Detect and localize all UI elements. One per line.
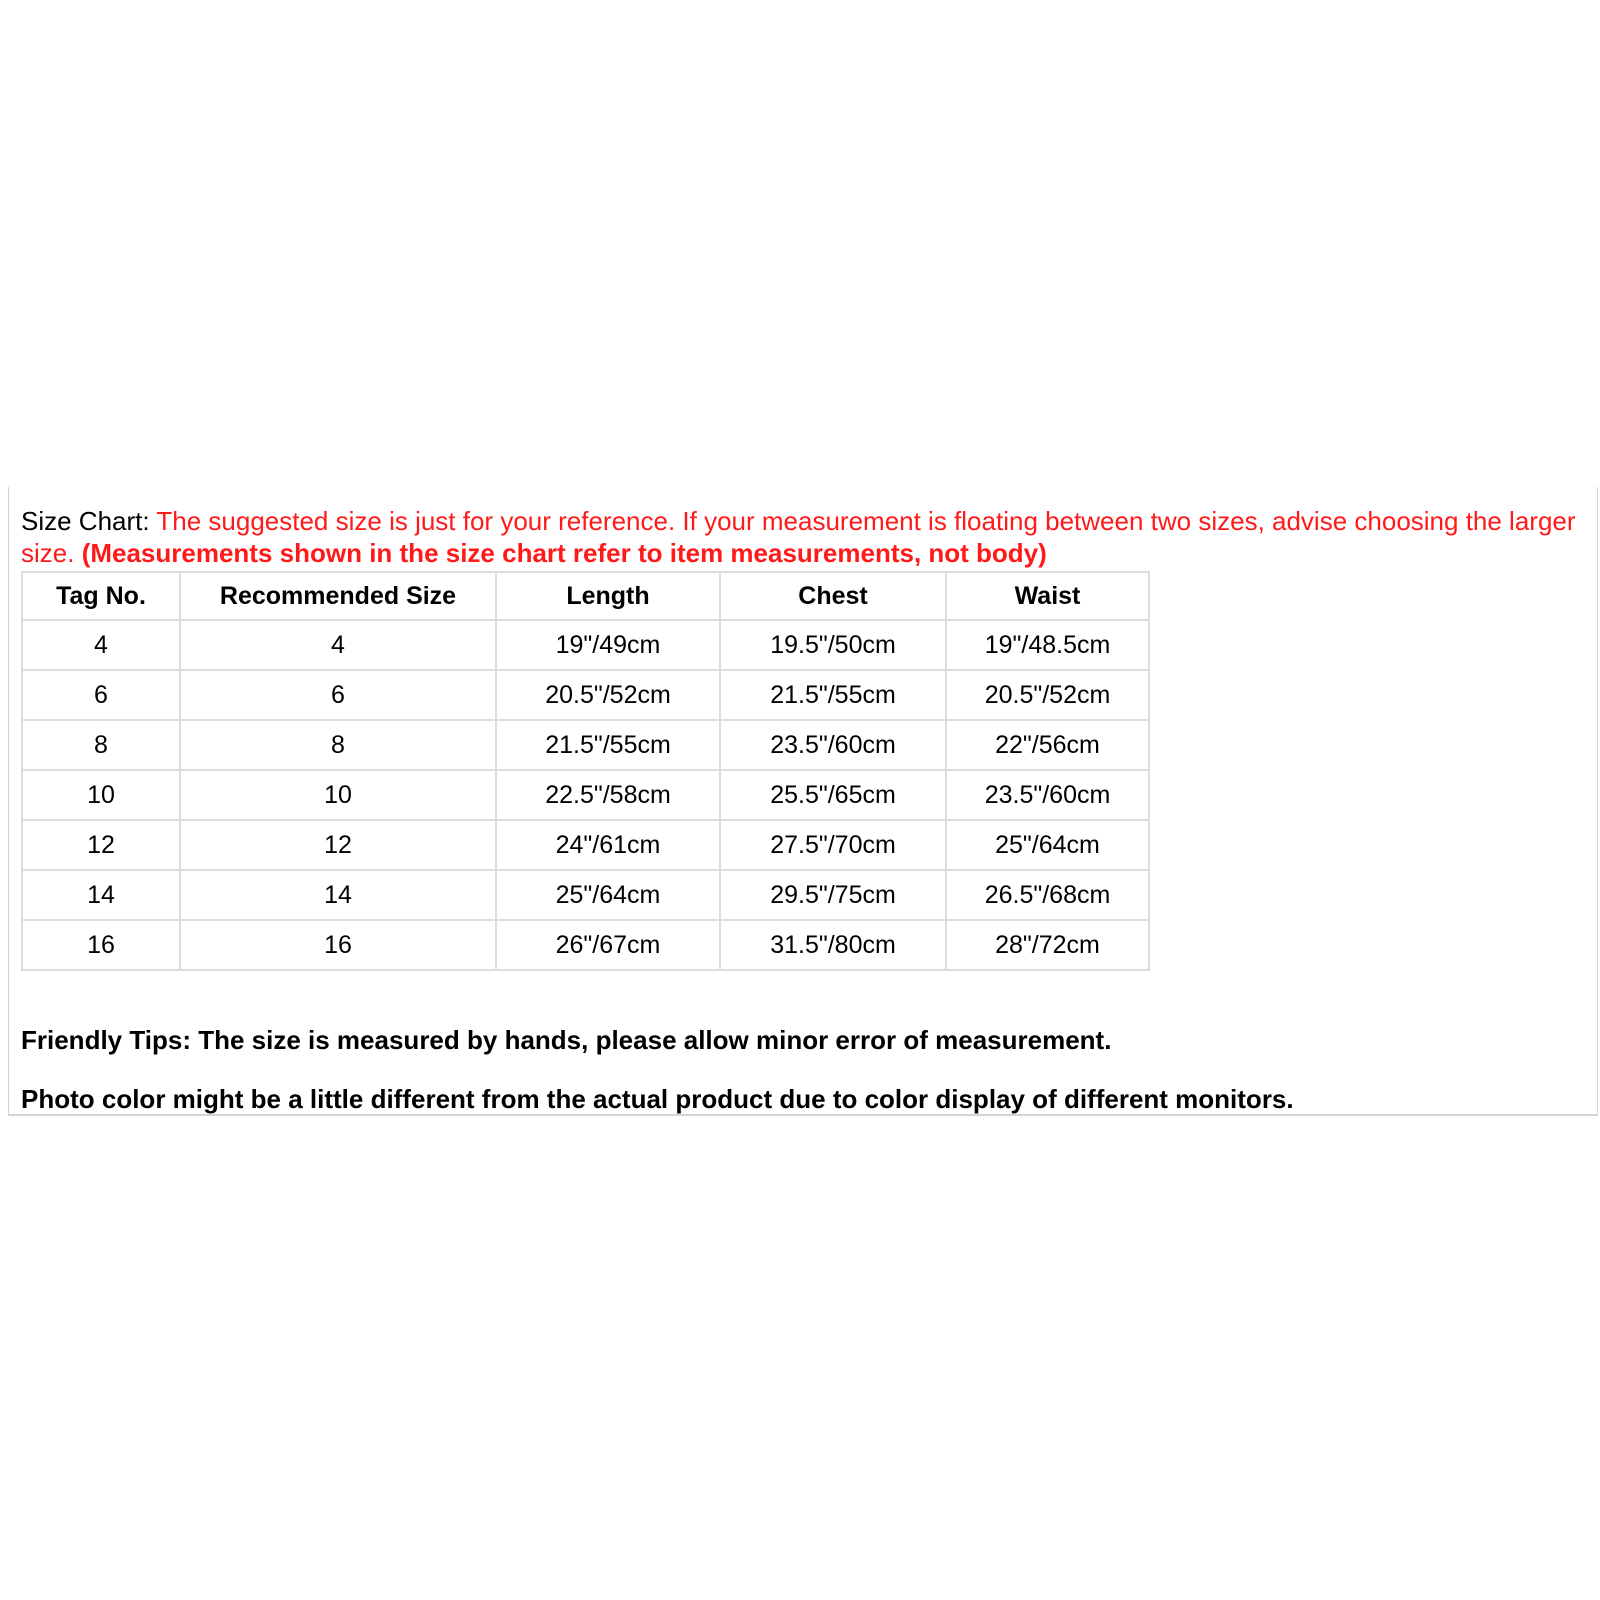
header-recommended-size: Recommended Size: [180, 572, 496, 620]
friendly-tip: Friendly Tips: The size is measured by hands, please allow minor error of measurement.: [21, 1025, 1112, 1055]
cell-chest: 27.5"/70cm: [720, 820, 946, 870]
cell-chest: 19.5"/50cm: [720, 620, 946, 670]
cell-recommended-size: 4: [180, 620, 496, 670]
cell-recommended-size: 10: [180, 770, 496, 820]
table-header-row: [22, 572, 1149, 620]
photo-color-tip: Photo color might be a little different from the actual product due to color display of different monitors.: [21, 1084, 1294, 1114]
table-row: [22, 770, 1149, 820]
cell-recommended-size: 16: [180, 920, 496, 970]
cell-chest: 23.5"/60cm: [720, 720, 946, 770]
cell-chest: 25.5"/65cm: [720, 770, 946, 820]
cell-length: 24"/61cm: [496, 820, 720, 870]
table-row: [22, 720, 1149, 770]
cell-length: 20.5"/52cm: [496, 670, 720, 720]
size-chart-intro: [21, 505, 1581, 569]
cell-recommended-size: 14: [180, 870, 496, 920]
cell-waist: 19"/48.5cm: [946, 620, 1149, 670]
cell-tag-no: 14: [22, 870, 180, 920]
cell-tag-no: 8: [22, 720, 180, 770]
cell-waist: 26.5"/68cm: [946, 870, 1149, 920]
measurement-note: (Measurements shown in the size chart refer to item measurements, not body): [81, 538, 1047, 568]
cell-tag-no: 10: [22, 770, 180, 820]
header-tag-no: Tag No.: [22, 572, 180, 620]
cell-tag-no: 16: [22, 920, 180, 970]
size-chart-panel: [8, 487, 1598, 1116]
cell-waist: 20.5"/52cm: [946, 670, 1149, 720]
table-row: [22, 620, 1149, 670]
size-table: [21, 571, 1150, 971]
cell-tag-no: 4: [22, 620, 180, 670]
cell-waist: 25"/64cm: [946, 820, 1149, 870]
size-reference-note: The suggested size is just for your reference. If your measurement is floating between two sizes, advise choosing the larger size.: [21, 506, 1576, 568]
cell-recommended-size: 12: [180, 820, 496, 870]
table-row: [22, 820, 1149, 870]
cell-waist: 23.5"/60cm: [946, 770, 1149, 820]
table-row: [22, 670, 1149, 720]
table-row: [22, 920, 1149, 970]
cell-chest: 21.5"/55cm: [720, 670, 946, 720]
cell-chest: 31.5"/80cm: [720, 920, 946, 970]
size-chart-label: Size Chart: [21, 506, 143, 536]
cell-recommended-size: 8: [180, 720, 496, 770]
cell-length: 22.5"/58cm: [496, 770, 720, 820]
cell-chest: 29.5"/75cm: [720, 870, 946, 920]
header-waist: Waist: [946, 572, 1149, 620]
cell-recommended-size: 6: [180, 670, 496, 720]
cell-length: 26"/67cm: [496, 920, 720, 970]
cell-length: 21.5"/55cm: [496, 720, 720, 770]
cell-waist: 28"/72cm: [946, 920, 1149, 970]
header-length: Length: [496, 572, 720, 620]
cell-length: 19"/49cm: [496, 620, 720, 670]
cell-length: 25"/64cm: [496, 870, 720, 920]
header-chest: Chest: [720, 572, 946, 620]
size-chart-separator: :: [142, 506, 157, 536]
table-row: [22, 870, 1149, 920]
cell-tag-no: 12: [22, 820, 180, 870]
cell-tag-no: 6: [22, 670, 180, 720]
cell-waist: 22"/56cm: [946, 720, 1149, 770]
